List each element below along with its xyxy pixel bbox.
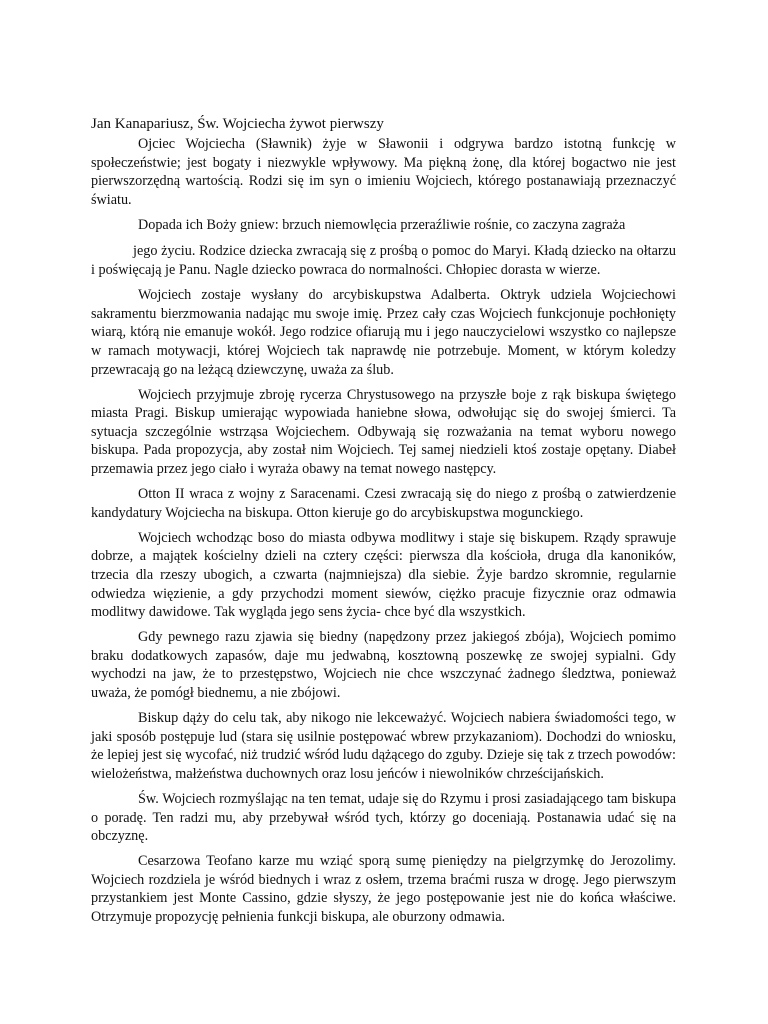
paragraph-4: Wojciech zostaje wysłany do arcybiskupstwa Adalberta. Oktryk udziela Wojciechowi sakramentu bierzmowania nadając mu swoje imię. Przez cały czas Wojciech funkcjonuje pochłonięty wiarą, którą nie emanuje wokół. Jego rodzice ofiarują mu i jego nauczycielowi wszystko co najlepsze w ramach motywacji, której Wojciech tak naprawdę nie potrzebuje. Moment, w którym koledzy przewracają go na leżącą dziewczynę, uważa za ślub. xyxy=(91,287,676,378)
document-title: Jan Kanapariusz, Św. Wojciecha żywot pierwszy xyxy=(91,116,384,132)
paragraph-10: Św. Wojciech rozmyślając na ten temat, udaje się do Rzymu i prosi zasiadającego tam biskupa o poradę. Ten radzi mu, aby przebywał wśród tych, którzy go doceniają. Postanawia udać się na obczyznę. xyxy=(91,791,676,845)
paragraph-11: Cesarzowa Teofano karze mu wziąć sporą sumę pieniędzy na pielgrzymkę do Jerozolimy. Wojciech rozdziela je wśród biednych i wraz z osłem, trzema braćmi rusza w drogę. Jego pierwszym przystankiem jest Monte Cassino, gdzie słyszy, że jego postępowanie jest nie do końca właściwe. Otrzymuje propozycję pełnienia funkcji biskupa, ale oburzony odmawia. xyxy=(91,853,676,926)
paragraph-3: jego życiu. Rodzice dziecka zwracają się z prośbą o pomoc do Maryi. Kładą dziecko na ołtarzu i poświęcają je Panu. Nagle dziecko powraca do normalności. Chłopiec dorasta w wierze. xyxy=(91,243,676,279)
paragraph-5: Wojciech przyjmuje zbroję rycerza Chrystusowego na przyszłe boje z rąk biskupa świętego miasta Pragi. Biskup umierając wypowiada haniebne słowa, odwołując się do swojej śmierci. Ta sytuacja szczególnie wstrząsa Wojciechem. Odbywają się rozważania na temat wyboru nowego biskupa. Pada propozycja, aby został nim Wojciech. Tej samej niedzieli ktoś zostaje opętany. Diabeł przemawia przez jego ciało i wyraża obawy na temat nowego następcy. xyxy=(91,386,676,477)
paragraph-8: Gdy pewnego razu zjawia się biedny (napędzony przez jakiegoś zbója), Wojciech pomimo braku dodatkowych zapasów, daje mu jedwabną, kosztowną poszewkę ze swojej sypialni. Gdy wychodzi na jaw, że to przestępstwo, Wojciech nie chce wszczynać żadnego śledztwa, ponieważ uważa, że pomógł biednemu, a nie zbójowi. xyxy=(91,629,676,702)
paragraph-7: Wojciech wchodząc boso do miasta odbywa modlitwy i staje się biskupem. Rządy sprawuje dobrze, a majątek kościelny dzieli na cztery części: pierwsza dla kościoła, druga dla kanoników, trzecia dla rzeszy ubogich, a czwarta (najmniejsza) dla siebie. Żyje bardzo skromnie, regularnie odwiedza więzienie, a gdy przychodzi moment siewów, ciężko pracuje fizycznie oraz odmawia modlitwy dawidowe. Tak wygląda jego sens życia- chce być dla wszystkich. xyxy=(91,529,676,621)
paragraph-1: Ojciec Wojciecha (Sławnik) żyje w Sławonii i odgrywa bardzo istotną funkcję w społeczeństwie; jest bogaty i niezwykle wpływowy. Ma piękną żonę, dla której bogactwo nie jest pierwszorzędną wartością. Rodzi się im syn o imieniu Wojciech, którego postanawiają przeznaczyć światu. xyxy=(91,136,676,208)
paragraph-2: Dopada ich Boży gniew: brzuch niemowlęcia przeraźliwie rośnie, co zaczyna zagraża xyxy=(138,216,626,233)
document-page xyxy=(91,114,676,933)
paragraph-6: Otton II wraca z wojny z Saracenami. Czesi zwracają się do niego z prośbą o zatwierdzenie kandydatury Wojciecha na biskupa. Otton kieruje go do arcybiskupstwa mogunckiego. xyxy=(91,486,676,521)
paragraph-9: Biskup dąży do celu tak, aby nikogo nie lekceważyć. Wojciech nabiera świadomości tego, w jaki sposób postępuje lud (stara się usilnie postępować wbrew przykazaniom). Dochodzi do wniosku, że lepiej jest się wycofać, niż trudzić wśród ludu dążącego do zguby. Dzieje się tak z trzech powodów: wielożeństwa, małżeństwa duchownych oraz losu jeńców i niewolników chrześcijańskich. xyxy=(91,710,676,782)
